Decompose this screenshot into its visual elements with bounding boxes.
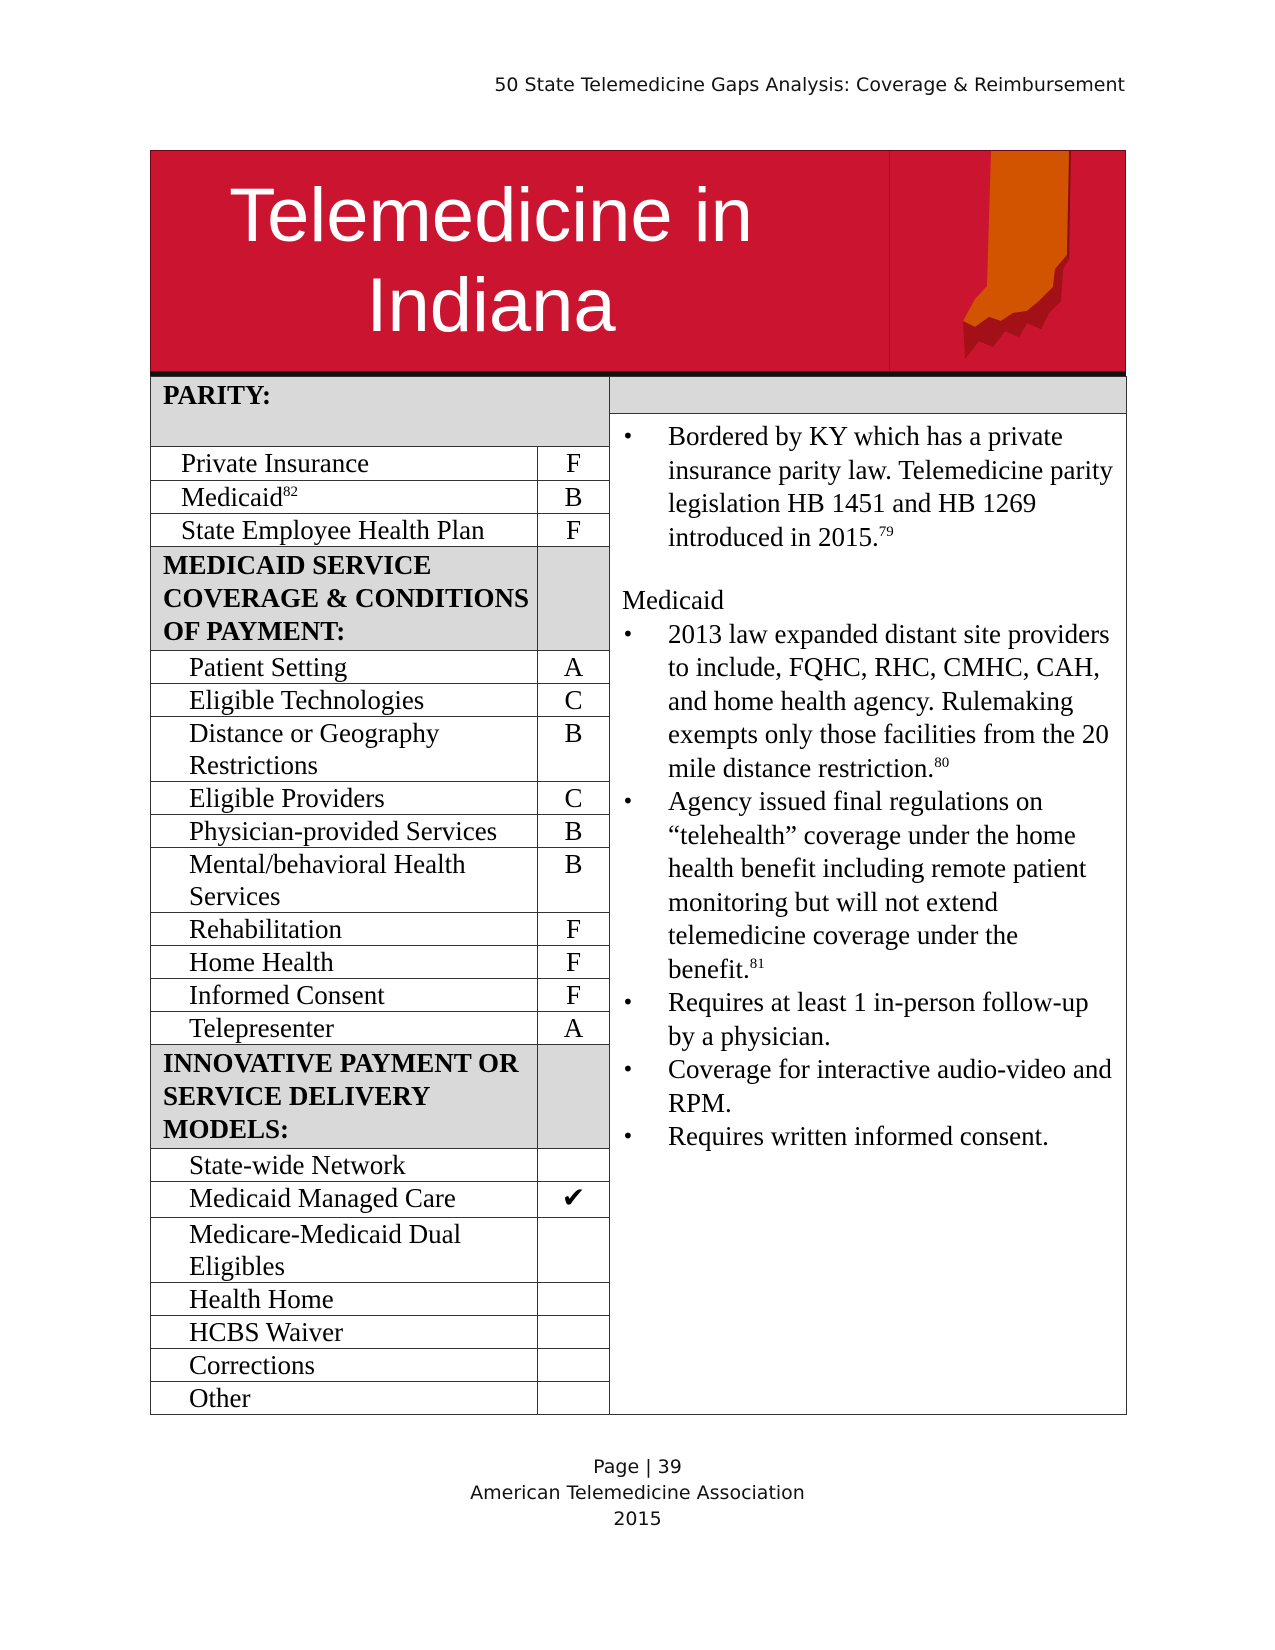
row-label: [151, 447, 538, 481]
grade-cell: C: [538, 684, 610, 717]
grade-cell: A: [538, 651, 610, 684]
row-label-text: Health Home: [189, 1284, 334, 1314]
row-label-text: Rehabilitation: [189, 914, 342, 944]
row-label: [151, 848, 538, 913]
notes-header: [610, 377, 1126, 414]
innovative-row: [151, 1316, 610, 1349]
section-header-medicaid: [151, 547, 610, 651]
section-header-parity: [151, 377, 610, 447]
note-text: [668, 1053, 1116, 1120]
footer-org: American Telemedicine Association: [470, 1482, 805, 1504]
bullet-icon: •: [622, 424, 634, 448]
section-header-innovative: [151, 1045, 610, 1149]
row-label-text: State Employee Health Plan: [181, 515, 485, 545]
section-fill: [538, 547, 610, 651]
medicaid-row: [151, 782, 610, 815]
row-label-text: Corrections: [189, 1350, 315, 1380]
row-label-text: Medicaid Managed Care: [189, 1183, 456, 1213]
innovative-row: [151, 1182, 610, 1218]
row-label-text: Mental/behavioral Health Services: [189, 849, 466, 911]
grade-cell: B: [538, 481, 610, 514]
row-label-text: Private Insurance: [181, 448, 370, 478]
notes-panel: [610, 376, 1127, 1415]
row-label-text: Telepresenter: [189, 1013, 335, 1043]
note-text: [668, 618, 1116, 786]
row-label: [151, 684, 538, 717]
grade-cell: F: [538, 913, 610, 946]
note-body: Agency issued final regulations on “telehealth” coverage under the home health benefit including remote patient monitoring but will not extend telemedicine coverage under the benefit.: [668, 786, 1087, 984]
note-bullet-item: [622, 1120, 1116, 1154]
footnote-ref: 80: [934, 754, 950, 771]
parity-row: [151, 481, 610, 514]
grade-cell: F: [538, 447, 610, 481]
parity-row: [151, 447, 610, 481]
footer-page: Page | 39: [593, 1456, 682, 1478]
row-label: [151, 1349, 538, 1382]
row-label-text: Physician-provided Services: [189, 816, 498, 846]
note-bullet-item: [622, 420, 1116, 554]
notes-body: [610, 414, 1126, 1154]
medicaid-row: [151, 979, 610, 1012]
row-label-text: Medicare-Medicaid Dual Eligibles: [189, 1219, 462, 1281]
row-label-text: Medicaid: [181, 482, 283, 512]
note-text: [668, 986, 1116, 1053]
row-label: [151, 1012, 538, 1045]
grade-cell: F: [538, 946, 610, 979]
row-label: [151, 651, 538, 684]
grade-cell: F: [538, 514, 610, 547]
note-text: [668, 1120, 1116, 1154]
row-label: [151, 913, 538, 946]
row-label-text: Distance or Geography Restrictions: [189, 718, 440, 780]
medicaid-row: [151, 651, 610, 684]
indiana-map-icon: [931, 151, 1091, 372]
row-label: [151, 1316, 538, 1349]
bullet-icon: •: [622, 1124, 634, 1148]
row-label: [151, 1149, 538, 1182]
note-text: [668, 785, 1116, 986]
medicaid-row: [151, 815, 610, 848]
row-label: [151, 1218, 538, 1283]
row-label-text: Patient Setting: [189, 652, 348, 682]
model-check-mark: ✔: [538, 1182, 610, 1218]
medicaid-row: [151, 1012, 610, 1045]
row-label-text: Eligible Providers: [189, 783, 385, 813]
note-text: [668, 420, 1116, 554]
row-label-text: Informed Consent: [189, 980, 385, 1010]
bullet-icon: •: [622, 1057, 634, 1081]
section-fill: [538, 1045, 610, 1149]
row-label: [151, 1182, 538, 1218]
row-label: [151, 815, 538, 848]
grade-cell: A: [538, 1012, 610, 1045]
row-label-text: Other: [189, 1383, 251, 1413]
note-bullet-item: [622, 986, 1116, 1053]
model-check-mark: [538, 1316, 610, 1349]
innovative-row: [151, 1382, 610, 1415]
note-body: Coverage for interactive audio-video and RPM.: [668, 1054, 1112, 1118]
row-label: [151, 946, 538, 979]
note-bullet-item: [622, 618, 1116, 786]
grade-cell: B: [538, 848, 610, 913]
row-label-text: Eligible Technologies: [189, 685, 425, 715]
running-head: 50 State Telemedicine Gaps Analysis: Coverage & Reimbursement: [494, 74, 1125, 96]
grade-cell: F: [538, 979, 610, 1012]
section-title: MEDICAID SERVICE COVERAGE & CONDITIONS OF PAYMENT:: [151, 547, 538, 651]
banner-divider: [889, 151, 890, 371]
section-title: INNOVATIVE PAYMENT OR SERVICE DELIVERY MODELS:: [151, 1045, 538, 1149]
section-title: PARITY:: [151, 377, 610, 447]
model-check-mark: [538, 1349, 610, 1382]
innovative-row: [151, 1283, 610, 1316]
note-body: 2013 law expanded distant site providers to include, FQHC, RHC, CMHC, CAH, and home health agency. Rulemaking exempts only those facilities from the 20 mile distance restriction.: [668, 618, 1110, 783]
grade-cell: B: [538, 815, 610, 848]
medicaid-row: [151, 946, 610, 979]
innovative-row: [151, 1149, 610, 1182]
note-bullet-item: [622, 785, 1116, 986]
innovative-row: [151, 1349, 610, 1382]
bullet-icon: •: [622, 789, 634, 813]
model-check-mark: [538, 1149, 610, 1182]
grade-table: [150, 376, 610, 1415]
footnote-ref: 81: [749, 955, 765, 972]
medicaid-row: [151, 717, 610, 782]
footer-year: 2015: [613, 1508, 662, 1530]
state-banner: [150, 150, 1126, 372]
note-body: Bordered by KY which has a private insurance parity law. Telemedicine parity legislation HB 1451 and HB 1269 introduced in 2015.: [668, 421, 1113, 552]
banner-title-line2: Indiana: [366, 263, 616, 348]
row-label: [151, 481, 538, 514]
row-label-text: State-wide Network: [189, 1150, 406, 1180]
row-label: [151, 782, 538, 815]
innovative-row: [151, 1218, 610, 1283]
model-check-mark: [538, 1382, 610, 1415]
medicaid-row: [151, 684, 610, 717]
parity-row: [151, 514, 610, 547]
note-bullet-item: [622, 1053, 1116, 1120]
grade-cell: B: [538, 717, 610, 782]
banner-title-line1: Telemedicine in: [229, 173, 753, 258]
row-label-text: HCBS Waiver: [189, 1317, 344, 1347]
model-check-mark: [538, 1283, 610, 1316]
footnote-ref: 79: [878, 523, 894, 540]
row-label: [151, 1283, 538, 1316]
model-check-mark: [538, 1218, 610, 1283]
row-label: [151, 717, 538, 782]
medicaid-row: [151, 848, 610, 913]
row-label-text: Home Health: [189, 947, 334, 977]
row-label: [151, 979, 538, 1012]
medicaid-row: [151, 913, 610, 946]
notes-medicaid-heading: Medicaid: [622, 585, 724, 615]
banner-title: [211, 171, 771, 351]
grade-cell: C: [538, 782, 610, 815]
note-body: Requires at least 1 in-person follow-up by a physician.: [668, 987, 1089, 1051]
scorecard: [150, 376, 1127, 1415]
bullet-icon: •: [622, 990, 634, 1014]
note-body: Requires written informed consent.: [668, 1121, 1049, 1151]
row-label: [151, 514, 538, 547]
bullet-icon: •: [622, 621, 634, 646]
footnote-ref: 82: [282, 484, 298, 500]
row-label: [151, 1382, 538, 1415]
